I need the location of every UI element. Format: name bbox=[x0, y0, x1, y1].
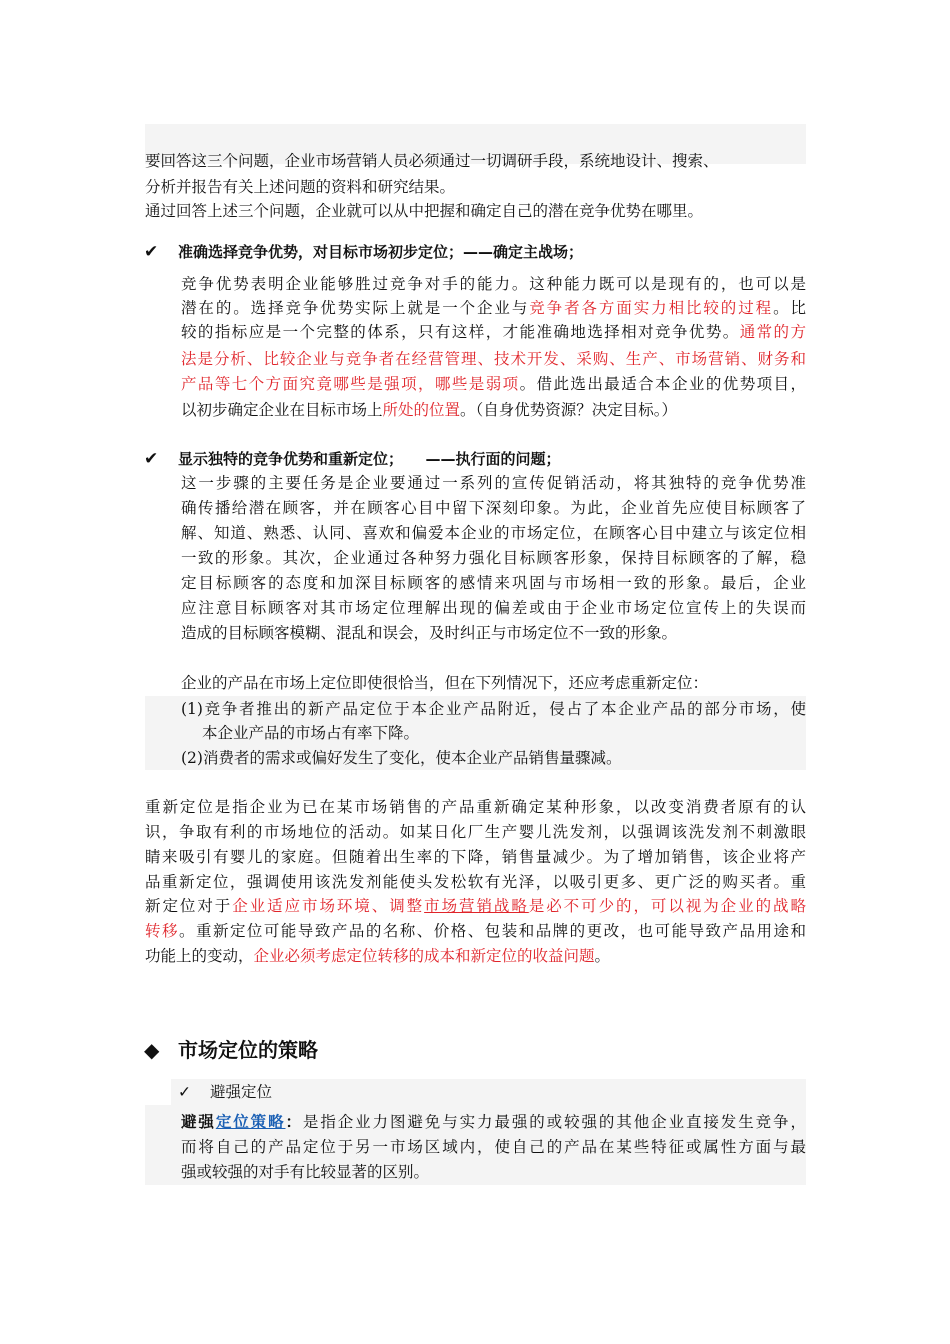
reposition-line-3: 睛来吸引有婴儿的家庭。但随着出生率的下降，销售量减少。为了增加销售，该企业将产 bbox=[145, 848, 806, 866]
sub-title-avoid-strong: 避强定位 bbox=[210, 1083, 273, 1101]
section1-line-5: 产品等七个方面究竟哪些是强项，哪些是弱项。借此选出最适合本企业的优势项目， bbox=[181, 375, 806, 393]
reposition-line-2: 识，争取有利的市场地位的活动。如某日化厂生产婴儿洗发剂，以强调该洗发剂不刺激眼 bbox=[145, 823, 806, 841]
definition-term: 避强 bbox=[181, 1112, 216, 1131]
section2-line-5: 定目标顾客的态度和加深目标顾客的感情来巩固与市场相一致的形象。最后，企业 bbox=[181, 574, 806, 592]
section1-highlight-4: 所处的位置 bbox=[382, 401, 461, 419]
reposition-line-6: 转移。重新定位可能导致产品的名称、价格、包装和品牌的更改，也可能导致产品用途和 bbox=[145, 922, 806, 940]
reposition-line-1: 重新定位是指企业为已在某市场销售的产品重新确定某种形象，以改变消费者原有的认 bbox=[145, 798, 806, 816]
case1-line-1: (1)竞争者推出的新产品定位于本企业产品附近，侵占了本企业产品的部分市场，使 bbox=[181, 700, 806, 718]
intro-line-1: 要回答这三个问题，企业市场营销人员必须通过一切调研手段，系统地设计、搜索、 bbox=[145, 152, 719, 170]
positioning-strategy-link[interactable]: 定位策略 bbox=[215, 1112, 286, 1131]
section1-line-6: 以初步确定企业在目标市场上所处的位置。（自身优势资源？决定目标。） bbox=[181, 401, 678, 419]
section2-line-3: 解、知道、熟悉、认同、喜欢和偏爱本企业的市场定位，在顾客心目中建立与该定位相 bbox=[181, 524, 806, 542]
reposition-line-7: 功能上的变动，企业必须考虑定位转移的成本和新定位的收益问题。 bbox=[145, 947, 611, 965]
check-mark-icon: ✔ bbox=[144, 449, 159, 469]
reposition-highlight-3: 转移 bbox=[145, 922, 179, 940]
intro-line-3: 通过回答上述三个问题，企业就可以从中把握和确定自己的潜在竞争优势在哪里。 bbox=[145, 202, 704, 220]
section1-line-4: 法是分析、比较企业与竞争者在经营管理、技术开发、采购、生产、市场营销、财务和 bbox=[181, 350, 806, 368]
marketing-strategy-link[interactable]: 市场营销战略 bbox=[424, 897, 529, 915]
diamond-bullet-icon: ◆ bbox=[144, 1038, 160, 1062]
definition-line-3: 强或较强的对手有比较显著的区别。 bbox=[181, 1163, 430, 1181]
case2-line: (2)消费者的需求或偏好发生了变化，使本企业产品销售量骤减。 bbox=[181, 749, 622, 767]
reposition-line-5: 新定位对于企业适应市场环境、调整市场营销战略是必不可少的，可以视为企业的战略 bbox=[145, 897, 806, 915]
section2-line-1: 这一步骤的主要任务是企业要通过一系列的宣传促销活动，将其独特的竞争优势准 bbox=[181, 474, 806, 492]
section1-highlight-2: 通常的方 bbox=[739, 323, 806, 341]
section1-line-3: 较的指标应是一个完整的体系，只有这样，才能准确地选择相对竞争优势。通常的方 bbox=[181, 323, 806, 341]
section2-line-2: 确传播给潜在顾客，并在顾客心目中留下深刻印象。为此，企业首先应使目标顾客了 bbox=[181, 499, 806, 517]
reposition-highlight-4: 企业必须考虑定位转移的成本和新定位的收益问题 bbox=[253, 947, 595, 965]
intro-line-2: 分析并报告有关上述问题的资料和研究结果。 bbox=[145, 178, 456, 196]
reposition-highlight-2: 是必不可少的，可以视为企业的战略 bbox=[528, 897, 806, 915]
reposition-line-4: 品重新定位，强调使用该洗发剂能使头发松软有光泽，以吸引更多、更广泛的购买者。重 bbox=[145, 873, 806, 891]
strategy-heading: 市场定位的策略 bbox=[178, 1038, 318, 1062]
section1-title: 准确选择竞争优势，对目标市场初步定位；——确定主战场； bbox=[178, 243, 584, 261]
section2-line-6: 应注意目标顾客对其市场定位理解出现的偏差或由于企业市场定位宣传上的失误而 bbox=[181, 599, 806, 617]
section1-line-1: 竞争优势表明企业能够胜过竞争对手的能力。这种能力既可以是现有的，也可以是 bbox=[181, 275, 806, 293]
case1-line-2: 本企业产品的市场占有率下降。 bbox=[202, 724, 420, 742]
definition-line-1: 避强定位策略：是指企业力图避免与实力最强的或较强的其他企业直接发生竞争， bbox=[181, 1112, 806, 1131]
reposition-intro: 企业的产品在市场上定位即使很恰当，但在下列情况下，还应考虑重新定位： bbox=[181, 674, 709, 692]
section1-line-2: 潜在的。选择竞争优势实际上就是一个企业与竞争者各方面实力相比较的过程。比 bbox=[181, 299, 806, 317]
section2-line-4: 一致的形象。其次，企业通过各种努力强化目标顾客形象，保持目标顾客的了解，稳 bbox=[181, 549, 806, 567]
check-mark-icon: ✔ bbox=[144, 242, 159, 262]
section2-title: 显示独特的竞争优势和重新定位； ——执行面的问题； bbox=[178, 450, 561, 468]
reposition-highlight-1: 企业适应市场环境、调整 bbox=[232, 897, 425, 915]
check-mark-icon: ✓ bbox=[178, 1083, 191, 1101]
definition-line-2: 而将自己的产品定位于另一市场区域内，使自己的产品在某些特征或属性方面与最 bbox=[181, 1138, 806, 1156]
section1-highlight-1: 竞争者各方面实力相比较的过程 bbox=[529, 299, 774, 317]
section1-highlight-3: 产品等七个方面究竟哪些是强项，哪些是弱项 bbox=[181, 375, 520, 393]
section2-line-7: 造成的目标顾客模糊、混乱和误会，及时纠正与市场定位不一致的形象。 bbox=[181, 624, 678, 642]
